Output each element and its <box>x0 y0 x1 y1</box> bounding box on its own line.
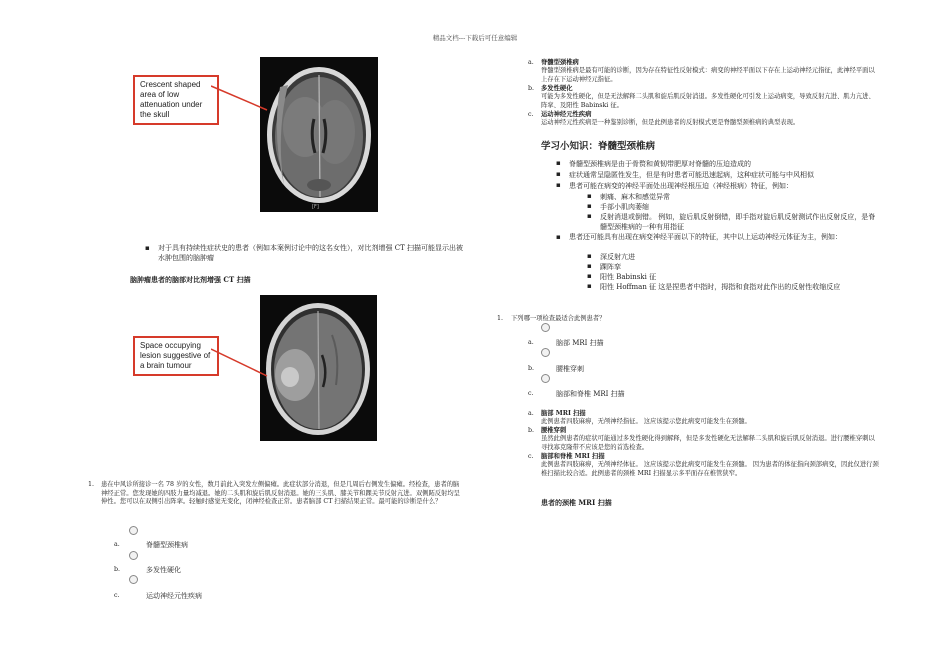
q2-answer-c-body: 此例患者四肢麻痹，无颅神经体征。 这应该提示您此病变可能发生在颈髓。 因为患者的体征指向颈部病变，因此仅进行颈椎扫描比较合适。此例患者的颈椎 MRI 扫描显示多平面存在椎管狭窄。 <box>541 461 879 477</box>
option-c-label[interactable]: 运动神经元性疾病 <box>146 592 202 600</box>
radio-q2-option-b[interactable] <box>541 348 550 357</box>
bullet-dot: ▪ <box>556 170 561 178</box>
knowledge-sub-2: 手部小肌肉萎缩 <box>600 203 649 211</box>
answer-a-letter: a. <box>528 59 534 66</box>
option-b-label[interactable]: 多发性硬化 <box>146 566 181 574</box>
sub-bullet-dot: ▪ <box>587 272 592 280</box>
radio-option-c[interactable] <box>129 575 138 584</box>
ct-tumour-caption: 脑肿瘤患者的脑部对比剂增强 CT 扫描 <box>130 275 251 284</box>
q2-option-a-letter: a. <box>528 339 534 346</box>
knowledge-bullet-2: 症状通常呈隐匿性发生，但是有时患者可能迅速起病，这种症状可能与中风相似 <box>569 171 814 179</box>
knowledge-sub-1: 刺痛、麻木和感觉异常 <box>600 193 670 201</box>
q2-answer-b-title: 腰椎穿刺 <box>541 427 567 434</box>
knowledge-bullet-4: 患者还可能具有出现在病变神经平面以下的特征，其中以上运动神经元体征为主，例如： <box>569 233 842 241</box>
knowledge-title: 学习小知识：脊髓型颈椎病 <box>541 141 656 152</box>
callout-pointer-line-2 <box>211 344 271 384</box>
ct-contrast-note: 对于具有持续性症状史的患者（例如本案例讨论中的这名女性），对比剂增强 CT 扫描可能显示出被水肿包围的脑肿瘤 <box>158 244 463 262</box>
knowledge-sub2-3: 阳性 Babinski 征 <box>600 273 657 281</box>
q2-answer-c-title: 脑部和脊椎 MRI 扫描 <box>541 453 605 460</box>
page-header: 精品文档---下载后可任意编辑 <box>432 34 518 42</box>
answer-a-body: 脊髓型颈椎病是最有可能的诊断，因为存在特征性反射模式：病变的神经平面以下存在上运动神经元指征，此神经平面以上存在下运动神经元指征。 <box>541 67 875 83</box>
bullet-dot: ▪ <box>556 159 561 167</box>
q2-answer-c-letter: c. <box>528 453 534 460</box>
knowledge-sub2-2: 踝阵挛 <box>600 263 621 271</box>
bullet-dot: ▪ <box>145 244 150 252</box>
sub-bullet-dot: ▪ <box>587 192 592 200</box>
sub-bullet-dot: ▪ <box>587 212 592 220</box>
question2-number: 1. <box>497 315 504 322</box>
radio-option-b[interactable] <box>129 551 138 560</box>
q2-answer-b-letter: b. <box>528 427 535 434</box>
question1-text: 患在中风诊所接诊一名 78 岁的女性，数月前此入突发左侧偏瘫。此症状部分消退，但是几周后右侧发生偏瘫。经检查，患者的脑神经正常。您发现她的四肢力量均减退。她的二头肌和旋后肌反射消退。她的三头肌、膝关节和踝关节反射亢进。双侧跖反射均呈伸性。您可以在双侧引出阵挛。轻触时感觉无变化，闭神经检查正常。患者脑部 CT 扫描结果正常。最可能的诊断是什么？ <box>101 481 460 505</box>
answer-b-letter: b. <box>528 85 535 92</box>
sub-bullet-dot: ▪ <box>587 262 592 270</box>
knowledge-sub2-4: 阳性 Hoffman 征 这是捏患者中指时，拇指和食指对此作出的反射性收缩反应 <box>600 283 841 291</box>
q2-option-c-letter: c. <box>528 390 534 397</box>
answer-b-title: 多发性硬化 <box>541 85 573 92</box>
mri-caption: 患者的颈椎 MRI 扫描 <box>541 498 612 507</box>
sub-bullet-dot: ▪ <box>587 282 592 290</box>
answer-c-body: 运动神经元性疾病是一种鉴别诊断，但是此例患者的反射模式更是脊髓型颈椎病的典型表现。 <box>541 119 800 126</box>
q2-answer-b-body: 虽然此例患者的症状可能通过多发性硬化得到解释，但是多发性硬化无法解释二头肌和旋后肌反射消退。进行腰椎穿刺以寻找寡克隆带不应该是您的首选检查。 <box>541 435 875 451</box>
radio-option-a[interactable] <box>129 526 138 535</box>
q2-option-b-letter: b. <box>528 365 535 372</box>
brain-ct-graphic <box>260 57 378 212</box>
q2-answer-a-body: 此例患者四肢麻痹，无颅神经指征。 这应该提示您此病变可能发生在颈髓。 <box>541 418 751 425</box>
q2-option-c-label[interactable]: 脑部和脊椎 MRI 扫描 <box>556 390 625 398</box>
option-c-letter: c. <box>114 592 120 599</box>
bullet-dot: ▪ <box>556 181 561 189</box>
option-b-letter: b. <box>114 566 121 573</box>
q2-option-a-label[interactable]: 脑部 MRI 扫描 <box>556 339 604 347</box>
callout-crescent: Crescent shaped area of low attenuation under the skull <box>133 75 219 125</box>
question2-text: 下列哪一项检查最适合此例患者？ <box>511 315 606 322</box>
knowledge-bullet-3: 患者可能在病变的神经平面处出现神经根压迫（神经根病）特征，例如： <box>569 182 793 190</box>
sub-bullet-dot: ▪ <box>587 202 592 210</box>
q2-answer-a-title: 脑部 MRI 扫描 <box>541 410 586 417</box>
answer-b-body: 可能为多发性硬化，但是无法解释二头肌和旋后肌反射消退。多发性硬化可引发上运动病变，导致反射亢进、肌力亢进、阵挛、及阳性 Babinski 征。 <box>541 93 875 109</box>
callout-pointer-line <box>211 80 271 120</box>
radio-q2-option-c[interactable] <box>541 374 550 383</box>
radio-q2-option-a[interactable] <box>541 323 550 332</box>
knowledge-bullet-1: 脊髓型颈椎病是由于骨赘和黄韧带肥厚对脊髓的压迫造成的 <box>569 160 751 168</box>
ct-scan-image-tumour <box>260 295 377 441</box>
answer-a-title: 脊髓型颈椎病 <box>541 59 579 66</box>
q2-answer-a-letter: a. <box>528 410 534 417</box>
knowledge-sub2-1: 深反射亢进 <box>600 253 635 261</box>
option-a-letter: a. <box>114 541 120 548</box>
question1-number: 1. <box>88 481 95 488</box>
sub-bullet-dot: ▪ <box>587 252 592 260</box>
bullet-dot: ▪ <box>556 233 561 241</box>
knowledge-sub-3: 反射消退或倒错。 例如，旋后肌反射倒错，即手指对旋后肌反射测试作出反射反应，是脊髓型颈椎病的一种有用指征 <box>600 213 876 231</box>
figure-tag: [F] <box>312 204 319 210</box>
brain-tumour-ct-graphic <box>260 295 377 441</box>
answer-c-letter: c. <box>528 111 534 118</box>
callout-tumour: Space occupying lesion suggestive of a brain tumour <box>133 336 219 376</box>
ct-scan-image-hematoma <box>260 57 378 212</box>
q2-option-b-label[interactable]: 腰椎穿刺 <box>556 365 584 373</box>
answer-c-title: 运动神经元性疾病 <box>541 111 592 118</box>
option-a-label[interactable]: 脊髓型颈椎病 <box>146 541 188 549</box>
